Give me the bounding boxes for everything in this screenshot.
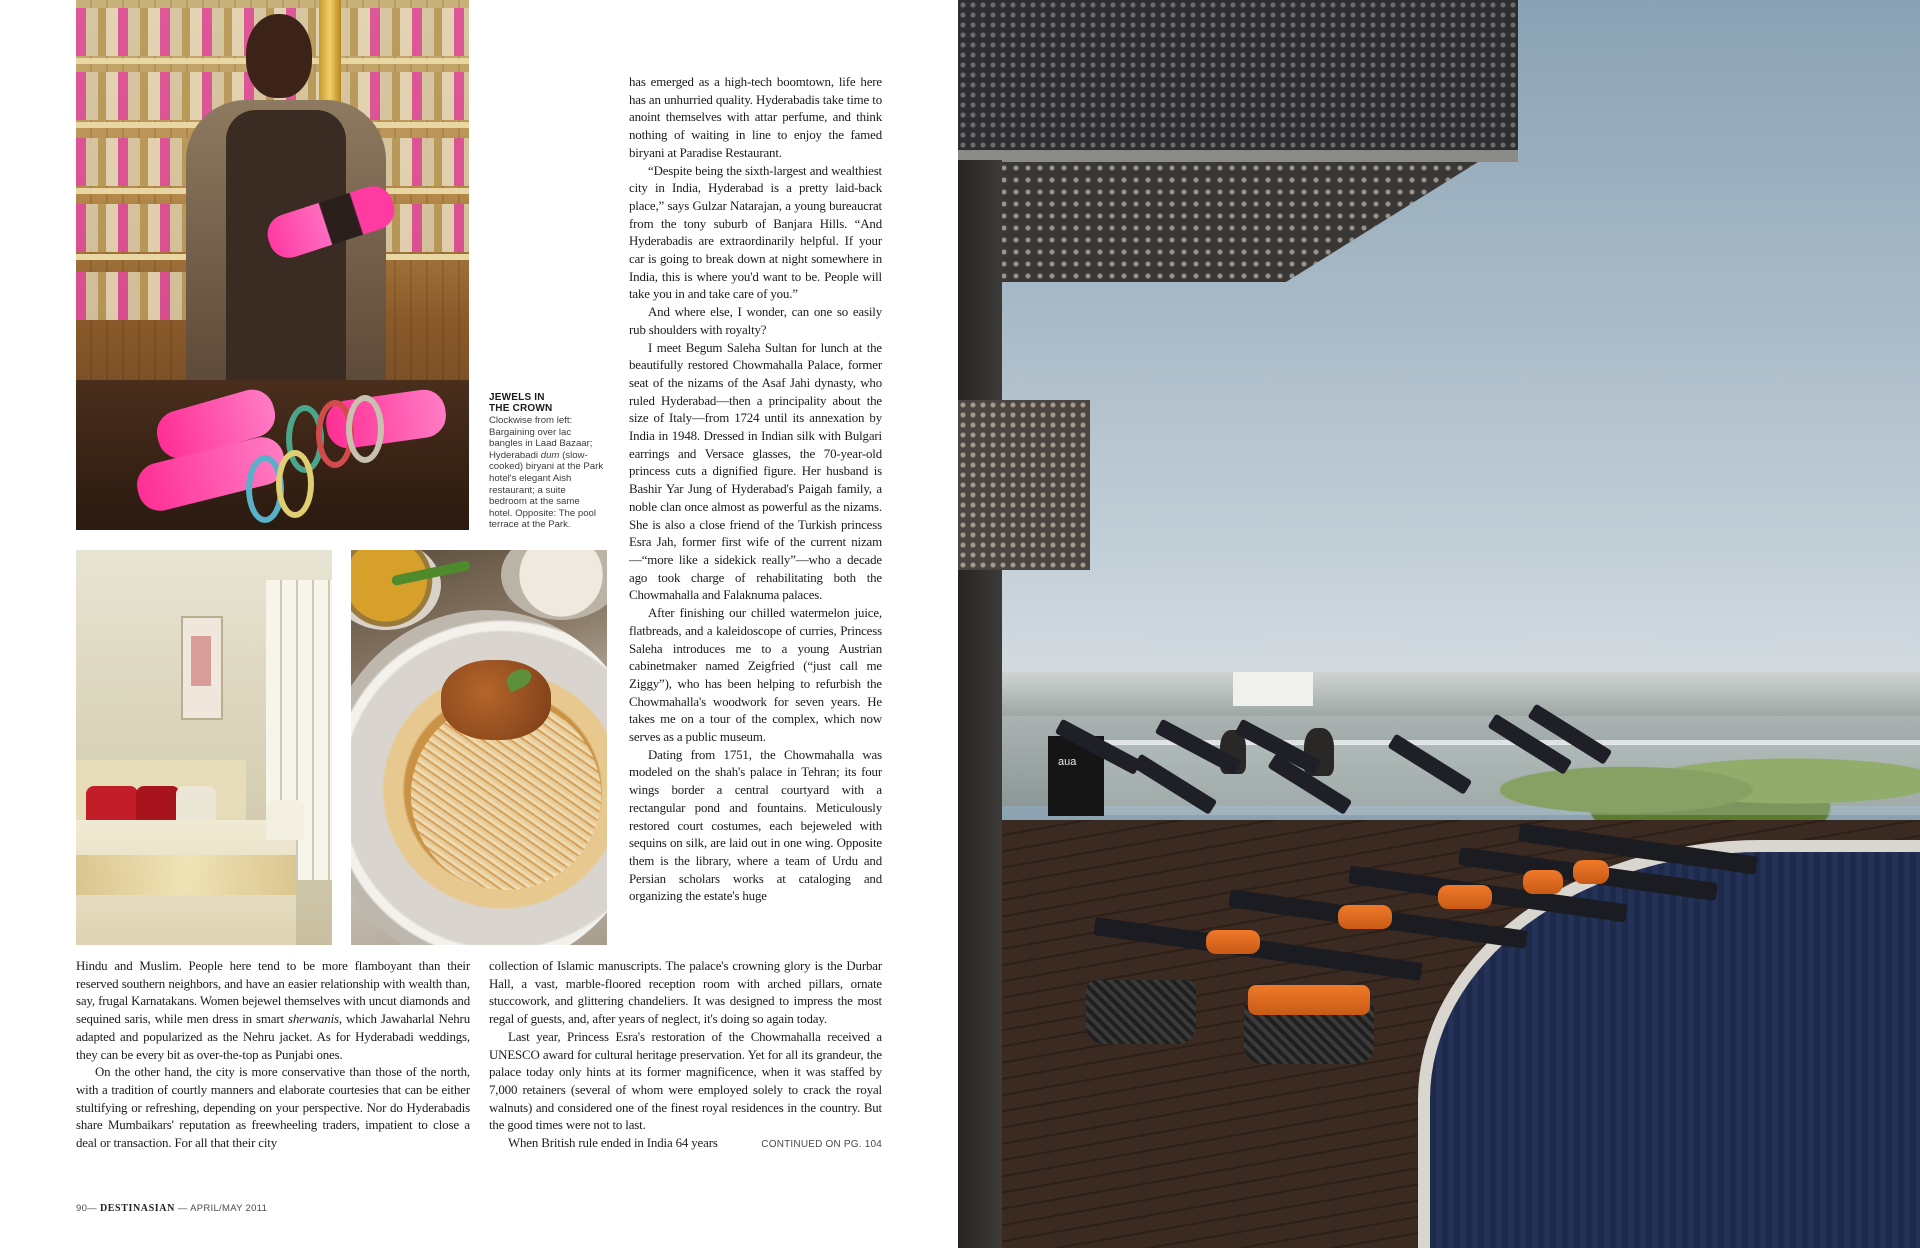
photo-caption (489, 392, 604, 531)
bar-sign: aua (1048, 736, 1104, 816)
paragraph: And where else, I wonder, can one so easily rub shoulders with royalty? (629, 305, 882, 337)
paragraph: Last year, Princess Esra's restoration of the Chowmahalla received a UNESCO award for cultural heritage preservation. Yet for all its grandeur, the palace today only hints at its former magnificence, when it was staffed by 7,000 retainers (several of whom were employed solely to crack the royal walnuts) and considered one of the finest royal residences in the country. But the good times were not to last. (489, 1029, 882, 1133)
paragraph: After finishing our chilled watermelon juice, flatbreads, and a kaleidoscope of curries, Princess Saleha introduces me to a young Austrian cabinetmaker named Zeigfried (“just call me Ziggy”), who has been helping to refurbish the Chowmahalla's woodwork for seven years. He takes me on a tour of the complex, which now serves as a public museum. (629, 606, 882, 745)
paragraph: Dating from 1751, the Chowmahalla was modeled on the shah's palace in Tehran; its four wings border a central courtyard with a rectangular pond and fountains. Meticulously restored court costumes, each bejeweled with sequins on silk, are laid out in one wing. Opposite them is the library, where a team of Urdu and Persian scholars works at cataloging and organizing the estate's huge (629, 747, 882, 904)
page-footer: 90— DESTINASIAN — APRIL/MAY 2011 (76, 1203, 268, 1214)
body-column-right (629, 74, 882, 906)
continued-on-label: CONTINUED ON PG. 104 (761, 1139, 882, 1151)
pool-terrace-photo (958, 0, 1920, 1248)
biryani-photo (351, 550, 607, 945)
magazine-name: DESTINASIAN (99, 1203, 175, 1214)
caption-body: Clockwise from left: Bargaining over lac bangles in Laad Bazaar; Hyderabadi dum (slow-cooked) biryani at the Park hotel's elegant Aish restaurant; a suite bedroom at the same hotel. Opposite: The pool terrace at the Park. (489, 415, 604, 531)
body-column-bottom-middle (489, 958, 882, 1154)
issue-date: APRIL/MAY 2011 (190, 1203, 268, 1214)
paragraph: On the other hand, the city is more conservative than those of the north, with a tradition of courtly manners and elaborate courtesies that can be either stultifying or refreshing, depending on your perspective. Nor do Hyderabadis share Mumbaikars' reputation as freewheeling traders, impatient to close a deal or transaction. For all that their city (76, 1065, 470, 1151)
paragraph: has emerged as a high-tech boomtown, life here has an unhurried quality. Hyderabadis take time to anoint themselves with attar perfume, and think nothing of waiting in line to enjoy the famed biryani at Paradise Restaurant. (629, 75, 882, 160)
paragraph: collection of Islamic manuscripts. The palace's crowning glory is the Durbar Hall, a vast, marble-floored reception room with arched pillars, ornate stuccowork, and glittering chandeliers. It was designed to impress the most regal of guests, and, after years of neglect, it's doing so again today. (489, 959, 882, 1027)
suite-bedroom-photo (76, 550, 332, 945)
caption-title: JEWELS IN THE CROWN (489, 392, 553, 414)
paragraph: I meet Begum Saleha Sultan for lunch at the beautifully restored Chowmahalla Palace, former seat of the nizams of the Asaf Jahi dynasty, who ruled Hyderabad—then a principality about the size of Italy—from 1724 until its annexation by India in 1948. Dressed in Indian silk with Bulgari earrings and Versace glasses, the 70-year-old princess cuts a dignified figure. Her husband is Bashir Yar Jung of Hyderabad's Paigah family, a noble clan once almost as powerful as the nizams. She is also a close friend of the Turkish princess Esra Jah, former first wife of the current nizam—“more like a sidekick really”—who a decade ago took charge of rehabilitating both the Chowmahalla and Falaknuma palaces. (629, 340, 882, 603)
bangle-shop-photo (76, 0, 469, 530)
paragraph: “Despite being the sixth-largest and wealthiest city in India, Hyderabad is a pretty laid-back place,” says Gulzar Natarajan, a young bureaucrat from the tony suburb of Banjara Hills. “And Hyderabadis are extraordinarily helpful. If your car is going to break down at night somewhere in India, this is where you'd want to be. People will take you in and take care of you.” (629, 163, 882, 302)
body-column-bottom-left (76, 958, 470, 1153)
paragraph: When British rule ended in India 64 years CONTINUED ON PG. 104 (489, 1135, 882, 1153)
paragraph: Hindu and Muslim. People here tend to be more flamboyant than their reserved southern neighbors, and have an easier relationship with wealth than, say, frugal Karnatakans. Women bejewel themselves with uncut diamonds and sequined saris, while men dress in smart sherwanis, which Jawaharlal Nehru adapted and popularized as the Nehru jacket. As for Hyderabadi weddings, they can be every bit as over-the-top as Punjabi ones. (76, 959, 470, 1062)
page-number: 90 (76, 1203, 88, 1214)
